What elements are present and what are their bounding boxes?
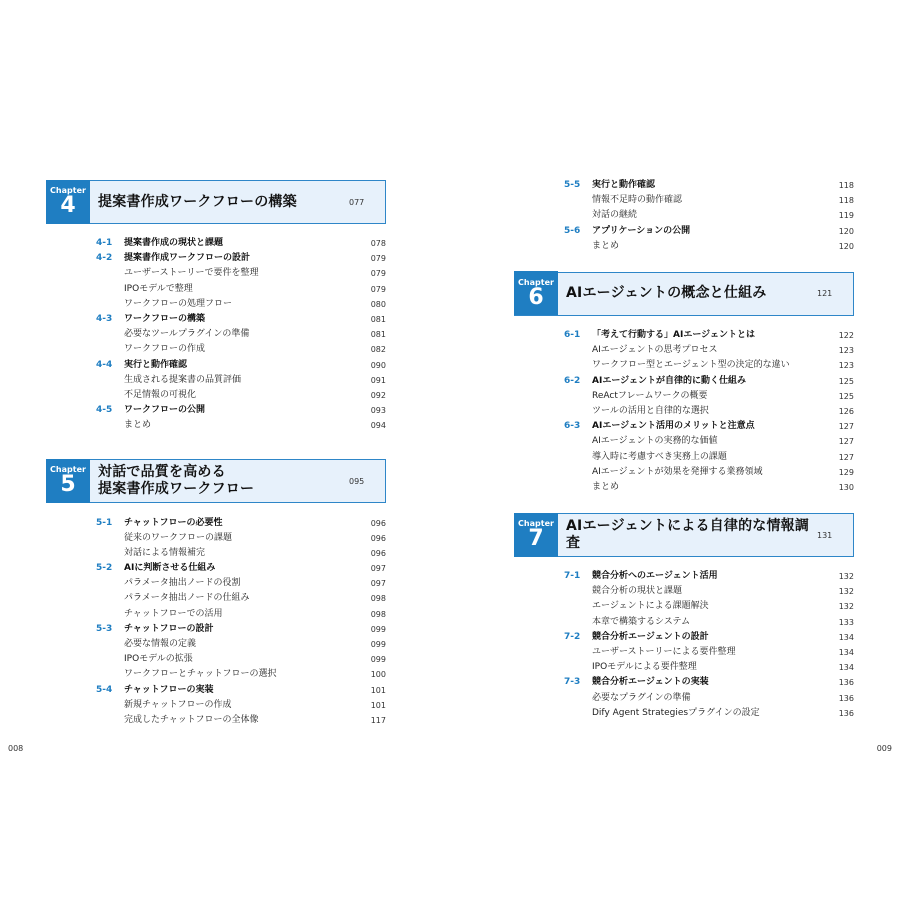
entry-title: 生成される提案書の品質評価 [124, 374, 242, 385]
entry-title: チャットフローでの活用 [124, 608, 223, 619]
entry-page: 122 [838, 331, 854, 341]
subsection-entry[interactable] [564, 208, 854, 223]
entry-page: 120 [838, 226, 854, 236]
entry-title: 導入時に考慮すべき実務上の課題 [592, 451, 727, 462]
entry-title: 必要なツールプラグインの準備 [124, 329, 250, 340]
section-entry[interactable] [564, 569, 854, 584]
entry-page: 100 [370, 670, 386, 680]
section-number: 4-2 [96, 253, 113, 264]
section-entry[interactable] [96, 683, 386, 698]
chapter-number: 6 [528, 284, 544, 310]
section-number: 6-1 [564, 330, 581, 341]
entry-title: 「考えて行動する」AIエージェントとは [592, 330, 755, 341]
chapter-title: 提案書作成ワークフローの構築 [98, 193, 297, 210]
section-entry[interactable] [96, 515, 386, 530]
subsection-entry[interactable] [96, 652, 386, 667]
section-number: 7-2 [564, 631, 581, 642]
entry-page: 101 [370, 685, 386, 695]
subsection-entry[interactable] [96, 282, 386, 297]
entry-page: 098 [370, 594, 386, 604]
chapter-gap [46, 433, 386, 459]
section-entry[interactable] [96, 561, 386, 576]
subsection-entry[interactable] [564, 404, 854, 419]
section-number: 4-4 [96, 359, 113, 370]
section-entry[interactable] [564, 675, 854, 690]
subsection-entry[interactable] [96, 698, 386, 713]
section-entry[interactable] [564, 178, 854, 193]
entry-page: 132 [838, 587, 854, 597]
entry-page: 079 [370, 254, 386, 264]
entry-page: 136 [838, 708, 854, 718]
section-number: 4-1 [96, 238, 113, 249]
entry-page: 079 [370, 269, 386, 279]
chapter-gap [514, 495, 854, 513]
subsection-entry[interactable] [96, 637, 386, 652]
entry-title: ユーザーストーリーで要件を整理 [124, 268, 259, 279]
entry-title: 必要な情報の定義 [124, 639, 197, 650]
entry-page: 082 [370, 345, 386, 355]
entry-page: 079 [370, 284, 386, 294]
section-number: 7-3 [564, 677, 581, 688]
subsection-entry[interactable] [564, 193, 854, 208]
entry-title: AIエージェントの実務的な価値 [592, 436, 718, 447]
entry-page: 134 [838, 648, 854, 658]
entry-title: ワークフロー型とエージェント型の決定的な違い [592, 360, 790, 371]
entry-title: IPOモデルの拡張 [124, 654, 193, 665]
entry-page: 081 [370, 315, 386, 325]
entry-title: 従来のワークフローの課題 [124, 532, 233, 543]
chapter-header[interactable] [514, 513, 854, 557]
entry-page: 096 [370, 518, 386, 528]
entry-title: 本章で構築するシステム [592, 616, 691, 627]
subsection-entry[interactable] [564, 434, 854, 449]
subsection-entry[interactable] [96, 342, 386, 357]
entry-title: 実行と動作確認 [124, 359, 188, 370]
chapter-badge [46, 459, 90, 503]
chapter-number: 7 [528, 526, 544, 551]
entry-page: 098 [370, 609, 386, 619]
entry-title: ユーザーストーリーによる要件整理 [592, 647, 736, 658]
chapter-page: 095 [349, 476, 365, 486]
chapter-badge [46, 180, 90, 224]
subsection-entry[interactable] [564, 480, 854, 495]
entry-page: 136 [838, 693, 854, 703]
entry-page: 123 [838, 346, 854, 356]
chapter-title [90, 464, 349, 498]
entry-title: 提案書作成の現状と課題 [124, 238, 224, 249]
entry-page: 101 [370, 700, 386, 710]
entry-title: チャットフローの実装 [124, 684, 214, 695]
subsection-entry[interactable] [96, 667, 386, 682]
entry-title: IPOモデルで整理 [124, 283, 193, 294]
entry-title: ツールの活用と自律的な選択 [592, 405, 709, 416]
subsection-entry[interactable] [96, 418, 386, 433]
entry-title: まとめ [124, 420, 152, 431]
entry-title: まとめ [592, 240, 620, 251]
section-number: 7-1 [564, 571, 581, 582]
left-page-toc [46, 180, 386, 728]
entry-title: AIエージェント活用のメリットと注意点 [592, 421, 755, 432]
entry-title: 競合分析の現状と課題 [592, 586, 683, 597]
entry-page: 118 [838, 196, 854, 206]
section-entry[interactable] [96, 622, 386, 637]
entry-title: チャットフローの必要性 [124, 517, 223, 528]
subsection-entry[interactable] [564, 615, 854, 630]
entry-page: 130 [838, 482, 854, 492]
section-number: 5-4 [96, 684, 113, 695]
chapter-title-line: 対話で品質を高める [98, 464, 226, 481]
section-number: 5-2 [96, 563, 113, 574]
section-number: 6-2 [564, 375, 581, 386]
entry-title: AIエージェントが効果を発揮する業務領域 [592, 466, 763, 477]
entry-title: 新規チャットフローの作成 [124, 699, 232, 710]
subsection-entry[interactable] [564, 389, 854, 404]
entry-title: ワークフローの処理フロー [124, 298, 233, 309]
chapter-gap [514, 254, 854, 272]
entry-title: AIに判断させる仕組み [124, 563, 216, 574]
entry-page: 078 [370, 239, 386, 249]
chapter-badge [514, 513, 558, 557]
toc-entries [564, 328, 854, 495]
entry-page: 117 [370, 715, 386, 725]
entry-page: 093 [370, 406, 386, 416]
toc-entries [564, 569, 854, 721]
chapter-label: Chapter [50, 186, 86, 195]
entry-title: ワークフローの作成 [124, 344, 206, 355]
entry-page: 133 [838, 617, 854, 627]
entry-page: 097 [370, 564, 386, 574]
section-number: 5-6 [564, 225, 581, 236]
subsection-entry[interactable] [564, 691, 854, 706]
entry-page: 127 [838, 422, 854, 432]
entry-page: 129 [838, 467, 854, 477]
entry-title: ワークフローの公開 [124, 405, 206, 416]
entry-page: 090 [370, 360, 386, 370]
section-entry[interactable] [96, 251, 386, 266]
subsection-entry[interactable] [96, 297, 386, 312]
chapter-header[interactable] [46, 459, 386, 503]
subsection-entry[interactable] [564, 465, 854, 480]
subsection-entry[interactable] [564, 599, 854, 614]
entry-title: ワークフローとチャットフローの選択 [124, 669, 277, 680]
section-entry[interactable] [564, 374, 854, 389]
entry-title: チャットフローの設計 [124, 623, 214, 634]
entry-title: 必要なプラグインの準備 [592, 692, 691, 703]
toc-entries [96, 515, 386, 728]
chapter-header[interactable] [46, 180, 386, 224]
subsection-entry[interactable] [96, 327, 386, 342]
section-entry[interactable] [564, 419, 854, 434]
entry-page: 132 [838, 572, 854, 582]
entry-title: 競合分析エージェントの実装 [592, 677, 709, 688]
subsection-entry[interactable] [564, 239, 854, 254]
entry-title: アプリケーションの公開 [592, 225, 691, 236]
chapter-page: 131 [817, 530, 833, 540]
subsection-entry[interactable] [564, 358, 854, 373]
entry-page: 092 [370, 390, 386, 400]
entry-title: 提案書作成ワークフローの設計 [124, 253, 251, 264]
entry-page: 096 [370, 548, 386, 558]
entry-page: 125 [838, 376, 854, 386]
section-number: 4-5 [96, 405, 113, 416]
subsection-entry[interactable] [96, 546, 386, 561]
entry-title: パラメータ抽出ノードの役割 [124, 578, 241, 589]
chapter-title: AIエージェントによる自律的な情報調査 [566, 518, 810, 551]
subsection-entry[interactable] [564, 343, 854, 358]
section-entry[interactable] [564, 630, 854, 645]
section-number: 5-5 [564, 180, 581, 191]
entry-page: 134 [838, 632, 854, 642]
chapter-header[interactable] [514, 272, 854, 316]
section-entry[interactable] [564, 328, 854, 343]
chapter-title-line: 提案書作成ワークフロー [98, 481, 255, 498]
entry-title: 対話による情報補完 [124, 547, 206, 558]
entry-page: 099 [370, 640, 386, 650]
entry-title: IPOモデルによる要件整理 [592, 662, 697, 673]
entry-page: 119 [838, 211, 854, 221]
entry-title: ReActフレームワークの概要 [592, 390, 708, 401]
subsection-entry[interactable] [96, 607, 386, 622]
subsection-entry[interactable] [96, 388, 386, 403]
entry-title: まとめ [592, 481, 620, 492]
chapter-label: Chapter [518, 277, 554, 287]
entry-page: 097 [370, 579, 386, 589]
page-number-left: 008 [8, 744, 24, 753]
entry-title: 完成したチャットフローの全体像 [124, 714, 259, 725]
page-number-right: 009 [876, 744, 892, 753]
chapter-page: 077 [349, 197, 365, 207]
section-entry[interactable] [96, 403, 386, 418]
chapter-label: Chapter [518, 519, 554, 528]
section-number: 4-3 [96, 314, 113, 325]
chapter-title: AIエージェントの概念と仕組み [566, 285, 767, 302]
entry-title: AIエージェントの思考プロセス [592, 345, 718, 356]
entry-title: パラメータ抽出ノードの仕組み [124, 593, 250, 604]
entry-page: 127 [838, 452, 854, 462]
entry-title: Dify Agent Strategiesプラグインの設定 [592, 707, 760, 718]
section-number: 5-3 [96, 623, 113, 634]
entry-page: 126 [838, 406, 854, 416]
chapter-label: Chapter [50, 465, 86, 475]
entry-page: 132 [838, 602, 854, 612]
subsection-entry[interactable] [564, 660, 854, 675]
subsection-entry[interactable] [96, 266, 386, 281]
entry-title: 情報不足時の動作確認 [592, 195, 683, 206]
chapter-number: 5 [60, 472, 76, 498]
right-page-toc [514, 178, 854, 721]
entry-title: 競合分析へのエージェント活用 [592, 571, 718, 582]
entry-page: 136 [838, 678, 854, 688]
entry-title: 不足情報の可視化 [124, 389, 197, 400]
entry-title: 対話の継続 [592, 210, 638, 221]
subsection-entry[interactable] [564, 584, 854, 599]
entry-page: 127 [838, 437, 854, 447]
entry-title: 競合分析エージェントの設計 [592, 631, 709, 642]
entry-title: エージェントによる課題解決 [592, 601, 709, 612]
entry-page: 099 [370, 624, 386, 634]
entry-page: 080 [370, 299, 386, 309]
subsection-entry[interactable] [96, 373, 386, 388]
entry-page: 091 [370, 375, 386, 385]
entry-page: 125 [838, 391, 854, 401]
toc-entries [564, 178, 854, 254]
entry-title: 実行と動作確認 [592, 180, 656, 191]
entry-page: 096 [370, 533, 386, 543]
entry-title: AIエージェントが自律的に動く仕組み [592, 375, 746, 386]
subsection-entry[interactable] [96, 713, 386, 728]
subsection-entry[interactable] [564, 706, 854, 721]
chapter-page: 121 [817, 289, 833, 299]
entry-page: 120 [838, 241, 854, 251]
toc-entries [96, 236, 386, 433]
section-entry[interactable] [96, 312, 386, 327]
section-number: 6-3 [564, 421, 581, 432]
subsection-entry[interactable] [564, 645, 854, 660]
chapter-badge [514, 271, 558, 315]
section-entry[interactable] [564, 224, 854, 239]
chapter-number: 4 [60, 193, 76, 218]
section-number: 5-1 [96, 517, 113, 528]
subsection-entry[interactable] [96, 531, 386, 546]
section-entry[interactable] [96, 236, 386, 251]
entry-page: 081 [370, 330, 386, 340]
subsection-entry[interactable] [96, 591, 386, 606]
subsection-entry[interactable] [96, 576, 386, 591]
entry-page: 094 [370, 421, 386, 431]
entry-title: ワークフローの構築 [124, 314, 206, 325]
entry-page: 123 [838, 361, 854, 371]
section-entry[interactable] [96, 358, 386, 373]
entry-page: 118 [838, 181, 854, 191]
entry-page: 099 [370, 655, 386, 665]
subsection-entry[interactable] [564, 449, 854, 464]
entry-page: 134 [838, 663, 854, 673]
